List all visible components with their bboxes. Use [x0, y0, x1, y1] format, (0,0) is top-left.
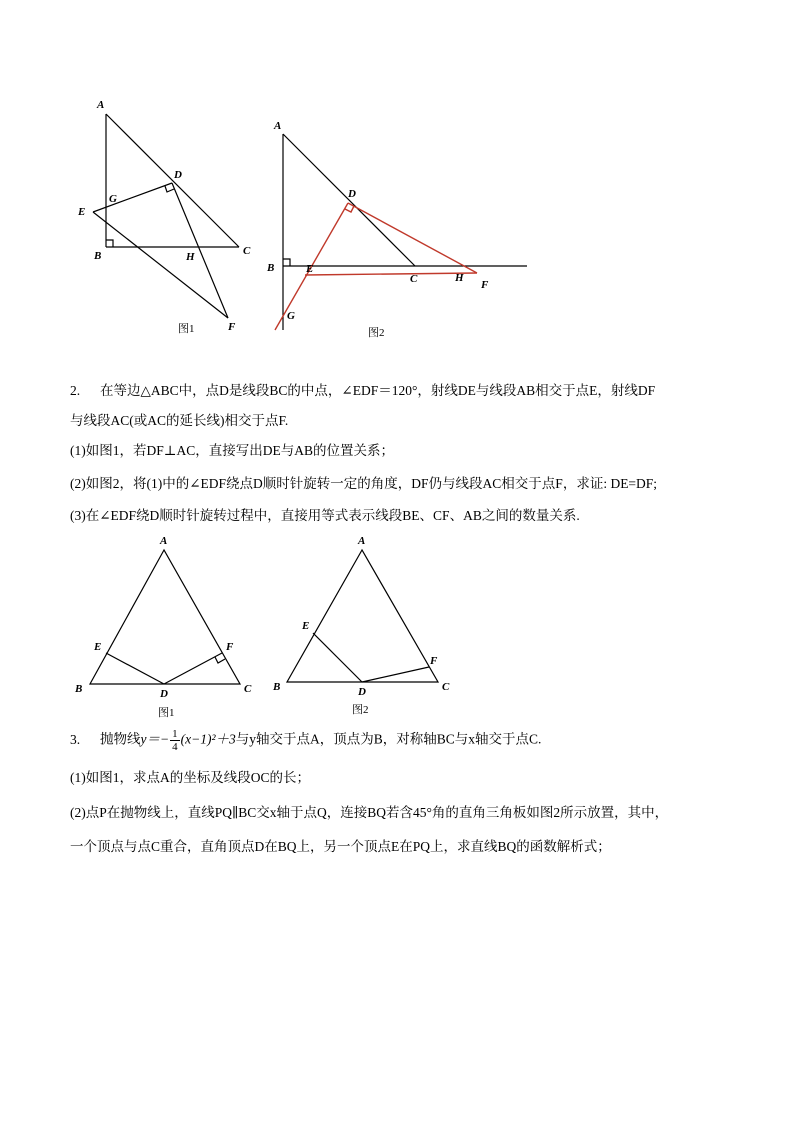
problem3-eq-rhs: (x−1)²＋3: [180, 731, 236, 747]
mid1-label-D: D: [160, 688, 168, 700]
segment-DF-2: [362, 667, 429, 682]
mid2-label-A: A: [358, 535, 366, 547]
fig2-label-H: H: [455, 272, 464, 284]
fig2-label-A: A: [274, 120, 282, 132]
right-angle-F: [215, 657, 225, 663]
segment-AC: [106, 114, 239, 247]
fig1-label-A: A: [97, 99, 105, 111]
problem2-question-3: (3)在∠EDF绕D顺时针旋转过程中，直接用等式表示线段BE、CF、AB之间的数量关系.: [70, 508, 580, 523]
mid1-label-A: A: [160, 535, 168, 547]
mid1-caption: 图1: [158, 707, 175, 719]
mid2-label-D: D: [358, 686, 366, 698]
fig2-label-C: C: [410, 273, 418, 285]
mid-figures: [0, 530, 794, 730]
mid2-label-B: B: [273, 681, 281, 693]
problem2-stem-1: 在等边△ABC中，点D是线段BC的中点，∠EDF＝120°，射线DE与线段AB相交于点E，射线DF: [100, 383, 656, 398]
segment-DE: [106, 653, 164, 684]
segment-DF: [164, 653, 222, 684]
fraction-numerator: 1: [172, 728, 178, 740]
mid-figure-2: [287, 550, 438, 682]
triangle-ABC-2: [287, 550, 438, 682]
segment-DE-2: [313, 633, 362, 682]
problem3-fraction: [170, 728, 180, 753]
problem3-question-2-line1: (2)点P在抛物线上，直线PQ∥BC交x轴于点Q，连接BQ若含45°角的直角三角板如图2所示放置，其中，: [70, 805, 669, 820]
segment-ED: [93, 183, 172, 212]
problem2-stem-line2: [70, 411, 288, 431]
mid2-label-F: F: [430, 655, 438, 667]
fig2-label-E: E: [306, 263, 314, 275]
segment-EF: [93, 212, 228, 318]
right-angle-D: [165, 186, 174, 192]
mid2-caption: 图2: [352, 704, 369, 716]
top-figure-1: [93, 114, 239, 318]
problem2-question-1: (1)如图1，若DF⊥AC，直接写出DE与AB的位置关系；: [70, 443, 394, 458]
mid1-label-C: C: [244, 683, 252, 695]
problem3-eq-lhs: y＝−: [140, 731, 170, 747]
problem3-stem-post: 与y轴交于点A，顶点为B，对称轴BC与x轴交于点C.: [235, 731, 542, 747]
mid2-label-E: E: [302, 620, 310, 632]
mid1-label-B: B: [75, 683, 83, 695]
right-angle-B-2: [283, 259, 290, 266]
mid1-label-E: E: [94, 641, 102, 653]
segment-EF-2: [305, 273, 477, 275]
problem2-question-2: (2)如图2，将(1)中的∠EDF绕点D顺时针旋转一定的角度，DF仍与线段AC相交于点F，求证: DE=DF;: [70, 476, 658, 491]
right-angle-B: [106, 240, 113, 247]
fig2-label-G: G: [287, 310, 295, 322]
fraction-denominator: 4: [172, 741, 178, 753]
mid-figure-1: [90, 550, 240, 684]
mid2-label-C: C: [442, 681, 450, 693]
problem2-stem-2: 与线段AC(或AC的延长线)相交于点F.: [70, 413, 289, 428]
fig1-label-C: C: [243, 245, 251, 257]
problem3-stem-pre: 抛物线: [100, 731, 141, 747]
fig1-label-G: G: [109, 193, 117, 205]
segment-DF: [172, 183, 228, 318]
problem3-question-1: (1)如图1，求点A的坐标及线段OC的长；: [70, 770, 310, 785]
top-figures: [0, 0, 794, 350]
problem3-question-2-line2: 一个顶点与点C重合，直角顶点D在BQ上，另一个顶点E在PQ上，求直线BQ的函数解析式；: [70, 839, 611, 854]
problem3-stem: [70, 728, 541, 753]
segment-DF-2: [348, 203, 477, 273]
fig1-label-F: F: [228, 321, 236, 333]
top-figure-2: [283, 134, 527, 330]
fig1-label-D: D: [174, 169, 182, 181]
triangle-ABC: [90, 550, 240, 684]
segment-AC-2: [283, 134, 415, 266]
mid1-label-F: F: [226, 641, 234, 653]
problem2-number: 2.: [70, 383, 81, 398]
fig1-label-E: E: [78, 206, 86, 218]
fig2-label-F: F: [481, 279, 489, 291]
fig2-label-B: B: [267, 262, 275, 274]
problem3-number: 3.: [70, 731, 81, 747]
fig1-caption: 图1: [178, 323, 195, 335]
problem2-stem-line1: [70, 381, 655, 401]
fig2-caption: 图2: [368, 327, 385, 339]
fig2-label-D: D: [348, 188, 356, 200]
fig1-label-H: H: [186, 251, 195, 263]
fig1-label-B: B: [94, 250, 102, 262]
